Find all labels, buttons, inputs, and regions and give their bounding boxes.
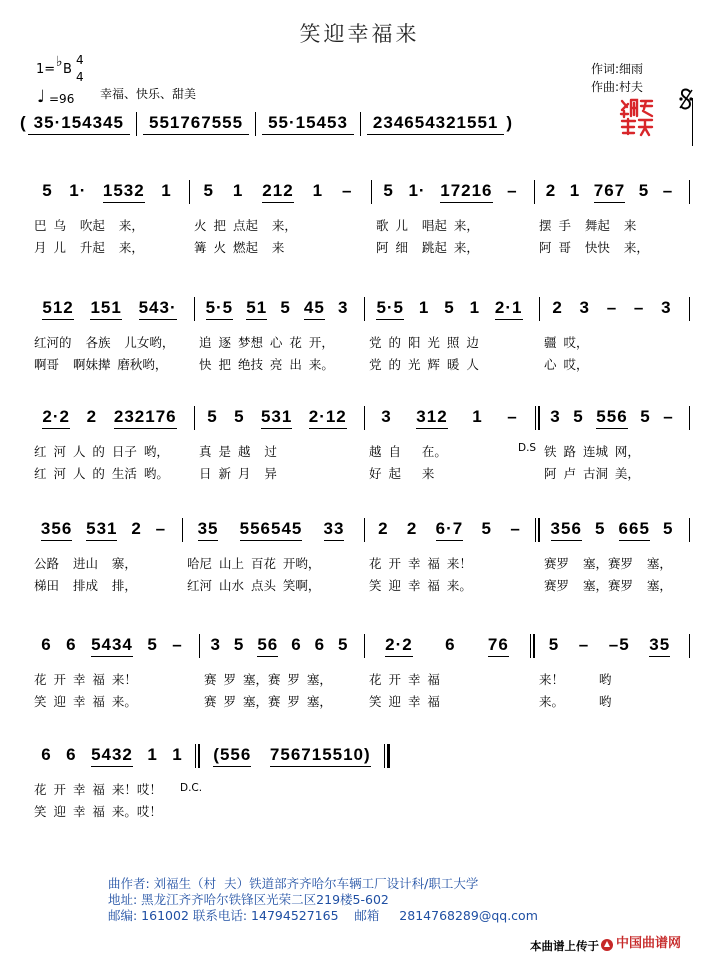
note-group: – [155,519,167,538]
note-group: 312 [416,406,447,429]
upload-note: 本曲谱上传于 [530,939,599,953]
measure [535,634,690,724]
note-group: 3 [579,298,591,317]
measure [200,634,365,724]
measure [365,297,540,387]
note-group: 5 [548,635,560,654]
seal-graphic [619,97,655,137]
score-row [30,406,690,496]
note-group: 5 [481,519,493,538]
measure [30,297,195,387]
note-group: 5 [203,181,214,200]
lyric-line-1: 巴 乌 吹起 来， [34,218,144,233]
note-group: 1 [147,745,158,764]
note-group: 5 [233,635,245,654]
measure-notes [30,406,195,432]
note-group: 2·1 [495,297,523,320]
note-group: 6 [66,635,77,654]
note-group: 5 [640,407,651,426]
measure-notes [30,634,200,660]
note-group: 5 [383,181,394,200]
lyric-line-1: 铁 路 连城 网， [544,444,640,459]
lyric-line-1: 花 开 幸 福 来！ [369,556,472,571]
note-group: 531 [86,518,117,541]
note-group: 5·5 [206,297,234,320]
note-group: 2 [131,519,142,538]
measure [365,406,540,496]
measure [365,634,535,724]
measure-notes [183,518,365,544]
note-group: – [633,298,645,317]
lyric-line-2: 快 把 绝技 亮 出 来。 [199,357,334,372]
quarter-note-icon: ♩ [37,87,46,107]
barline [360,112,361,136]
lyric-line-1: 火 把 点起 来， [194,218,297,233]
lyric-line-1: 红河的 各族 儿女哟， [34,335,175,350]
time-signature-bottom: 4 [76,70,84,84]
lyric-line-1: 花 开 幸 福 [369,672,440,687]
measure-notes [540,297,690,323]
score-row [30,634,690,724]
time-signature-top: 4 [76,53,84,67]
note-group: 1 [161,181,172,200]
note-group: – [662,181,674,200]
note-group: 2·2 [385,634,413,657]
intro-open-paren: ( [20,113,26,132]
measure [195,406,365,496]
measure [30,180,190,270]
note-group: – [578,635,590,654]
measure-notes [200,744,390,770]
measure [30,406,195,496]
site-logo-graphic [600,938,614,952]
measure-notes [540,518,690,544]
note-group: 2·12 [309,406,347,429]
note-group: 531 [261,406,292,429]
lyric-line-2: 笑 迎 幸 福 来。 [34,694,137,709]
barline [255,112,256,136]
measure [30,518,183,608]
note-group: 6 [445,635,456,654]
note-group: – [342,181,353,200]
note-group: 1532 [103,180,145,203]
lyric-line-1: 公路 进山 寨， [34,556,137,571]
note-group: 1 [472,407,483,426]
measure [190,180,372,270]
note-group: 212 [262,180,293,203]
lyricist-credit: 作词:细雨 [591,62,644,76]
note-group: 6 [41,745,52,764]
lyric-line-1: 来！ 哟 [539,672,612,687]
lyric-line-1: 党 的 阳 光 照 边 [369,335,479,350]
lyric-line-1: 疆 哎， [544,335,589,350]
lyric-line-1: 真 是 越 过 [199,444,277,459]
note-group: 56 [257,634,278,657]
note-group: 6 [291,635,302,654]
lyric-line-2: 篝 火 燃起 来 [194,240,285,255]
score-row [30,518,690,608]
final-barline [384,744,390,768]
note-group: 1 [469,298,481,317]
measure [365,518,540,608]
note-group: 5 [234,407,245,426]
lyric-line-2: 日 新 月 异 [199,466,277,481]
note-group: 756715510) [270,744,371,767]
measure [518,406,690,496]
lyric-line-1: 歌 儿 唱起 来， [376,218,479,233]
lyric-line-2: 笑 迎 幸 福 [369,694,440,709]
note-group: 5 [147,635,158,654]
note-group: 3 [661,298,672,317]
lyric-line-2: 赛 罗 塞，赛 罗 塞， [204,694,332,709]
da-capo-mark: D.C. [180,782,203,794]
measure-notes [195,406,365,432]
lyric-line-2: 月 儿 升起 来， [34,240,144,255]
footer-address: 地址: 黑龙江齐齐哈尔铁锋区光荣二区219楼5-602 [108,892,389,907]
note-group: 151 [90,297,121,320]
measure [372,180,535,270]
measure [535,180,690,270]
score-row [30,744,390,834]
note-group: 6·7 [436,518,464,541]
note-group: 3 [210,635,221,654]
note-group: 3 [381,407,392,426]
lyric-line-2: 来。 哟 [539,694,612,709]
note-group: 5 [573,407,584,426]
note-group: 45 [304,297,325,320]
expression-mark: 幸福、快乐、甜美 [100,87,197,101]
lyric-line-2: 好 起 来 [369,466,435,481]
note-group: 5 [42,181,53,200]
lyric-line-1: 赛 罗 塞，赛 罗 塞， [204,672,332,687]
intro-line [18,112,514,136]
measure-notes [535,634,690,660]
note-group: 5434 [91,634,133,657]
lyric-line-1: 红 河 人 的 日子 哟， [34,444,169,459]
lyric-line-2: 心 哎， [544,357,589,372]
note-group: 232176 [114,406,177,429]
note-group: 1 [232,181,244,200]
note-group: 1 [418,298,430,317]
measure-notes [30,297,195,323]
lyric-line-2: 阿 哥 快快 来， [539,240,649,255]
key-signature-prefix: 1= [36,62,56,77]
note-group: 356 [41,518,72,541]
measure-notes [365,634,535,660]
dal-segno-mark: D.S [518,442,537,454]
lyric-line-2: 梯田 排成 排， [34,578,137,593]
site-logo-icon [600,937,614,951]
score-row [30,297,690,387]
note-group: – [507,407,518,426]
measure [30,634,200,724]
note-group: 665 [619,518,650,541]
measure-notes [365,518,540,544]
note-group: 5432 [91,744,133,767]
intro-measure: 35·154345 [28,112,130,135]
measure [540,297,690,387]
note-group: 512 [42,297,73,320]
note-group: 2·2 [42,406,70,429]
lyric-line-2: 红 河 人 的 生活 哟。 [34,466,169,481]
note-group: – [507,181,518,200]
measure-notes [365,297,540,323]
site-logo-text: 中国曲谱网 [616,936,682,951]
note-group: – [172,635,183,654]
note-group: 1· [69,181,87,200]
measure-notes [535,180,690,206]
barline [689,406,690,430]
intro-measure: 551767555 [143,112,249,135]
measure-notes [30,744,200,770]
note-group: – [663,407,674,426]
measure [200,744,390,834]
song-title: 笑迎幸福来 [299,22,420,46]
barline [689,634,690,658]
lyric-line-1: 赛罗 塞，赛罗 塞， [544,556,672,571]
measure-notes [365,406,540,432]
measure-notes [200,634,365,660]
measure-notes [372,180,535,206]
note-group: –5 [608,635,630,654]
lyric-line-2: 赛罗 塞，赛罗 塞， [544,578,672,593]
lyric-line-2: 笑 迎 幸 福 来。 [369,578,472,593]
note-group: 6 [314,635,326,654]
note-group: 1 [172,745,183,764]
lyric-line-1: 摆 手 舞起 来 [539,218,637,233]
note-group: 2 [406,519,418,538]
lyric-line-1: 花 开 幸 福 来！ [34,672,137,687]
note-group: 5 [638,181,650,200]
note-group: 1 [569,181,581,200]
lyric-line-2: 阿 卢 古洞 美， [544,466,640,481]
lyric-line-2: 党 的 光 辉 暖 人 [369,357,479,372]
note-group: 556545 [240,518,303,541]
barline [689,518,690,542]
note-group: 1 [312,181,324,200]
score-row [30,180,690,270]
measure-notes [30,180,190,206]
tempo-value: =96 [49,92,75,106]
measure-notes [30,518,183,544]
note-group: 6 [41,635,52,654]
note-group: 2 [86,407,98,426]
system-barline [692,98,693,146]
note-group: 1· [408,181,426,200]
measure-notes [195,297,365,323]
flat-sign: ♭ [56,54,63,70]
note-group: 51 [246,297,267,320]
note-group: – [510,519,521,538]
note-group: 2 [552,298,563,317]
note-group: 6 [66,745,77,764]
note-group: 33 [324,518,345,541]
note-group: 5 [207,407,218,426]
note-group: 2 [378,519,389,538]
measure-notes [190,180,372,206]
note-group: 5 [594,519,606,538]
lyric-line-2: 阿 细 跳起 来， [376,240,479,255]
note-group: 3 [550,407,561,426]
note-group: 5 [280,298,291,317]
note-group: 5 [662,519,674,538]
lyric-line-1: 哈尼 山上 百花 开哟， [187,556,321,571]
intro-measure: 234654321551 [367,112,504,135]
note-group: 35 [198,518,219,541]
measure [30,744,203,834]
note-group: 2 [545,181,557,200]
measure [195,297,365,387]
composer-credit: 作曲:村夫 [591,80,644,94]
footer-contact: 邮编: 161002 联系电话: 14794527165 邮箱 2814768289@qq.com [108,908,538,923]
red-seal-stamp-icon [619,97,655,137]
key-note: B [63,62,72,77]
note-group: 5·5 [376,297,404,320]
note-group: 556 [596,406,627,429]
note-group: 35 [649,634,670,657]
lyric-line-1: 越 自 在。 [369,444,447,459]
barline [689,180,690,204]
lyric-line-1: 追 逐 梦想 心 花 开， [199,335,334,350]
lyric-line-2: 笑 迎 幸 福 来。哎！ [34,804,162,819]
measure [540,518,690,608]
lyric-line-2: 红河 山水 点头 笑啊， [187,578,321,593]
note-group: 3 [337,298,349,317]
note-group: 5 [444,298,455,317]
footer-author: 曲作者: 刘福生（村 夫）铁道部齐齐哈尔车辆工厂设计科/职工大学 [108,876,479,891]
note-group: 76 [488,634,509,657]
measure-notes [540,406,690,432]
note-group: 5 [338,635,349,654]
barline [689,297,690,321]
lyric-line-1: 花 开 幸 福 来！哎！ [34,782,162,797]
lyric-line-2: 啊哥 啊妹撵 磨秋哟， [34,357,168,372]
note-group: 767 [594,180,625,203]
note-group: 543· [139,297,177,320]
barline [136,112,137,136]
measure [183,518,365,608]
note-group: – [606,298,618,317]
note-group: (556 [213,744,251,767]
intro-measure: 55·15453 [262,112,354,135]
note-group: 17216 [440,180,492,203]
intro-close-paren: ) [506,113,513,132]
note-group: 356 [551,518,582,541]
